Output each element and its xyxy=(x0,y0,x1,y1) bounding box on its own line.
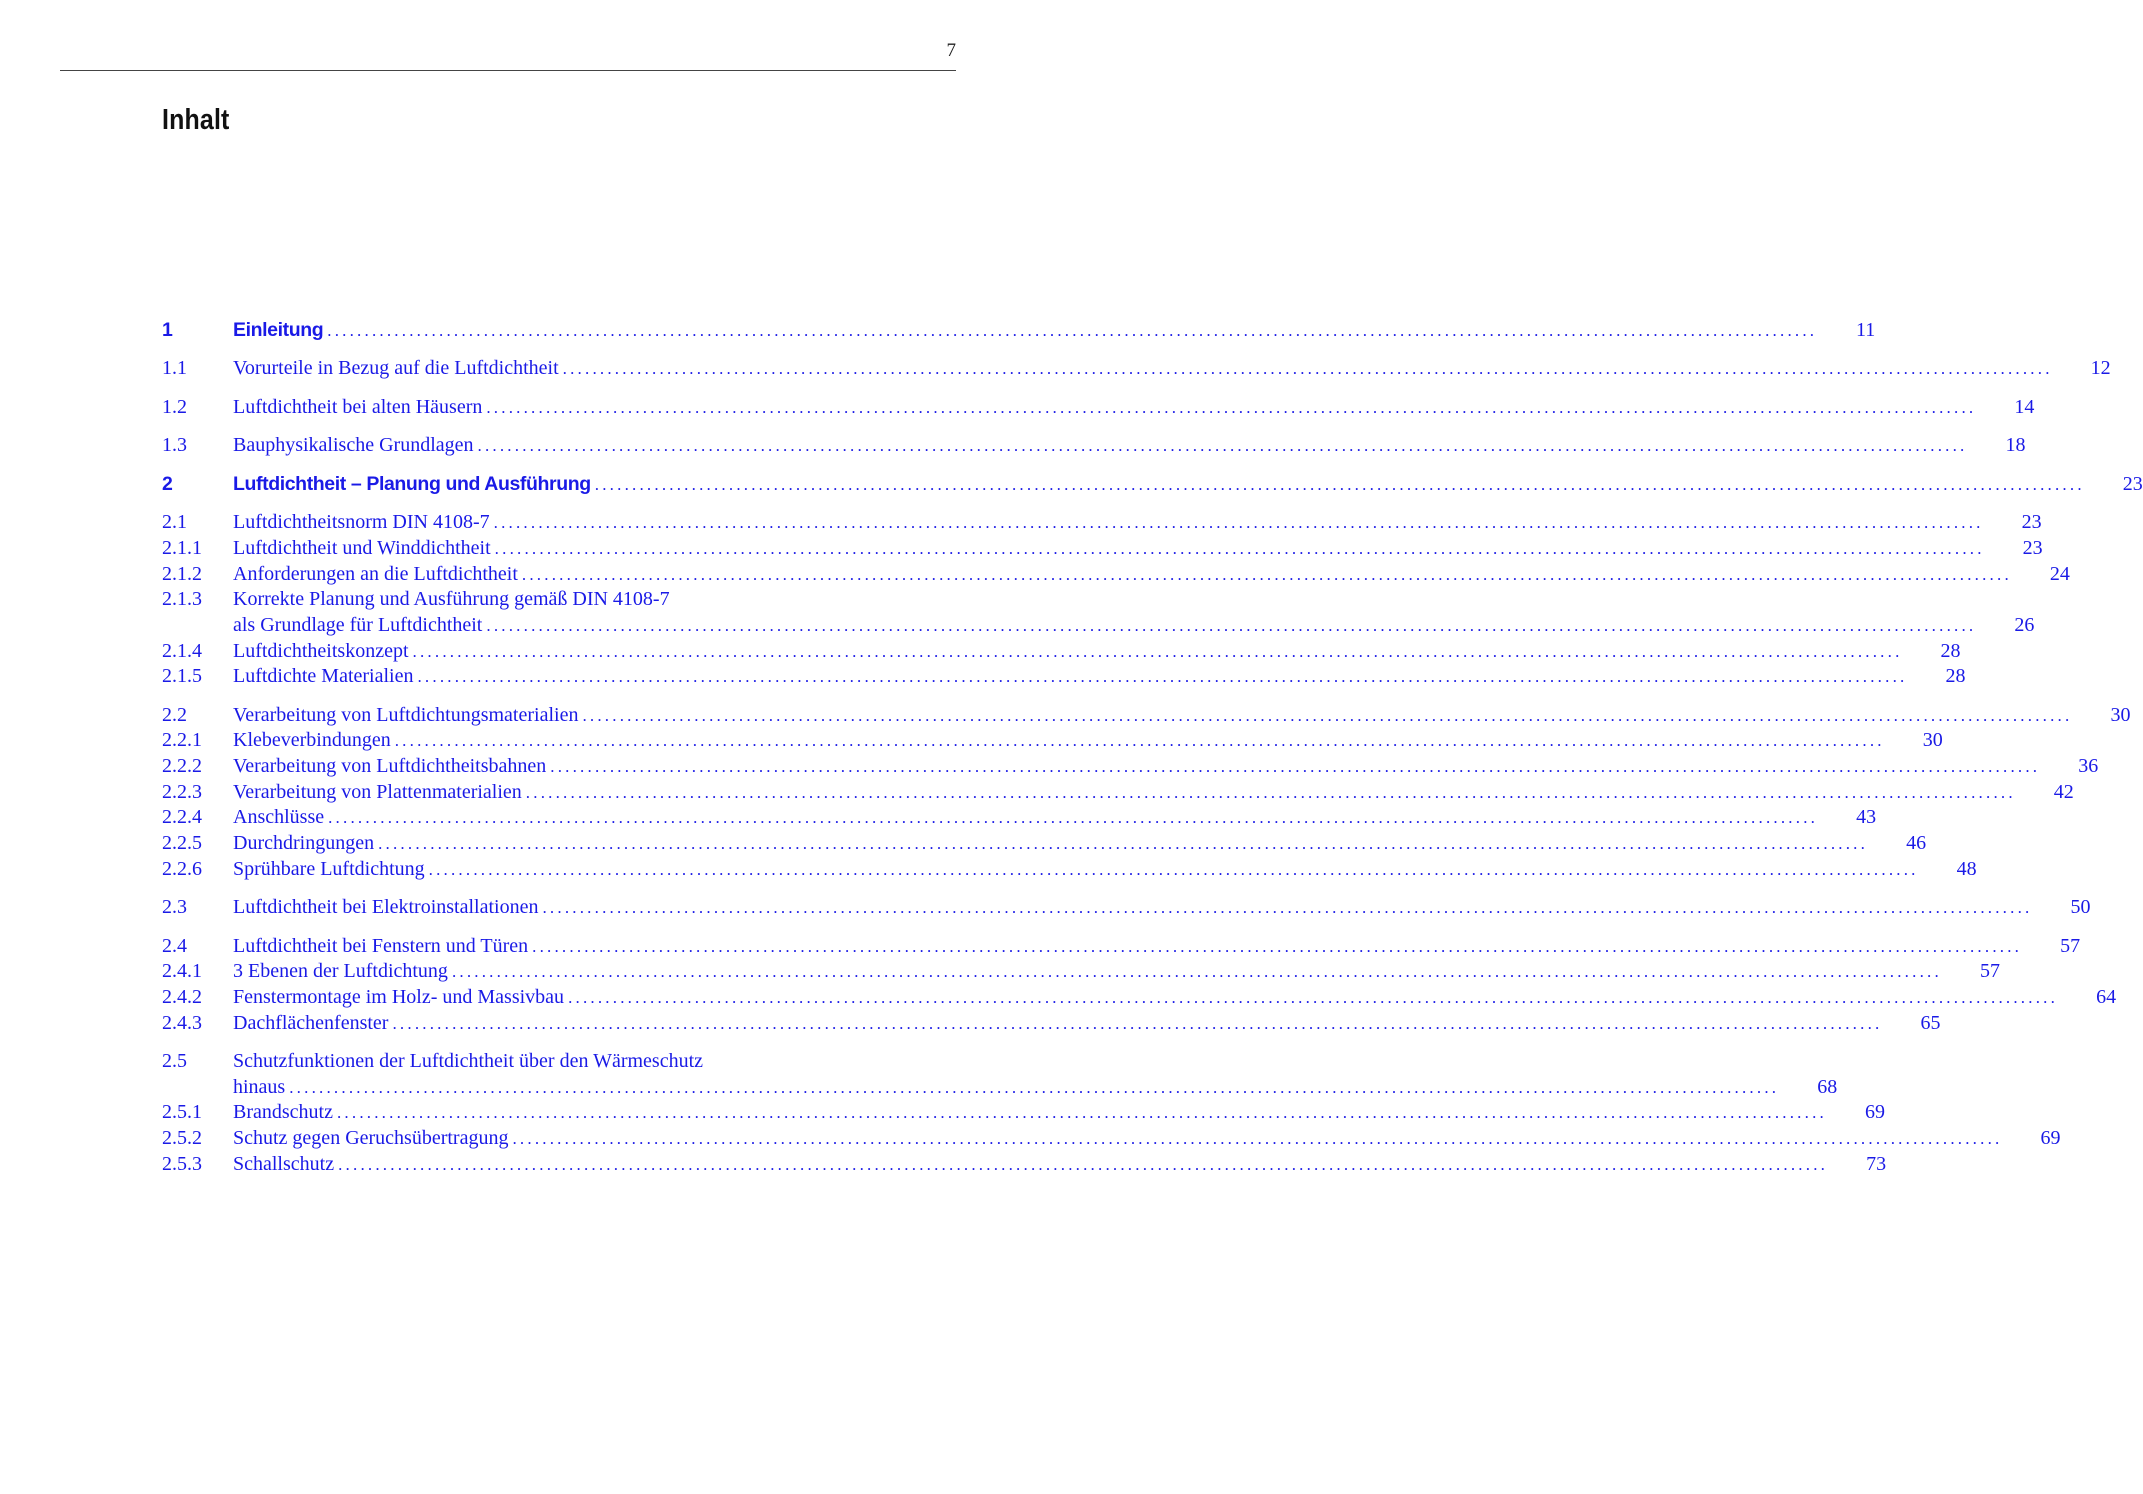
toc-entry-title[interactable]: Schutz gegen Geruchsübertragung xyxy=(233,1127,509,1150)
toc-entry-number: 1.1 xyxy=(162,357,187,380)
toc-entry[interactable] xyxy=(162,587,854,613)
toc-entry[interactable] xyxy=(162,780,2074,806)
toc-dot-leader: ........................................................................................................................................................................................................ xyxy=(525,782,2016,802)
toc-entry[interactable] xyxy=(162,805,1877,831)
toc-entry-page[interactable]: 30 xyxy=(1922,729,1943,752)
toc-entry-title[interactable]: hinaus xyxy=(233,1075,286,1098)
toc-entry[interactable] xyxy=(162,703,2131,729)
toc-entry[interactable] xyxy=(162,934,2081,960)
toc-entry-title[interactable]: Sprühbare Luftdichtung xyxy=(233,857,425,880)
toc-entry[interactable] xyxy=(162,1011,1941,1037)
toc-entry-title[interactable]: Luftdichtheit und Winddichtheit xyxy=(233,536,491,559)
toc-entry[interactable] xyxy=(162,1049,854,1075)
toc-entry-title[interactable]: Luftdichtheitskonzept xyxy=(233,639,409,662)
toc-entry-page[interactable]: 28 xyxy=(1940,639,1961,662)
toc-entry-title[interactable]: Luftdichtheit – Planung und Ausführung xyxy=(233,472,591,495)
toc-entry-title[interactable]: Vorurteile in Bezug auf die Luftdichtheit xyxy=(233,357,559,380)
toc-entry-number: 2 xyxy=(162,472,173,495)
toc-entry-title[interactable]: Verarbeitung von Luftdichtungsmaterialien xyxy=(233,703,579,726)
toc-entry-number: 2.5 xyxy=(162,1050,187,1072)
toc-entry-page[interactable]: 43 xyxy=(1856,806,1877,829)
toc-entry-page[interactable]: 28 xyxy=(1945,665,1966,688)
toc-entry-title[interactable]: als Grundlage für Luftdichtheit xyxy=(233,613,483,636)
toc-dot-leader: ........................................................................................................................................................................................................ xyxy=(486,615,1977,635)
toc-entry-page[interactable]: 24 xyxy=(2049,562,2070,585)
toc-entry-number: 2.2.1 xyxy=(162,729,202,752)
toc-entry-number: 2.1.5 xyxy=(162,665,202,688)
toc-dot-leader: ........................................................................................................................................................................................................ xyxy=(289,1077,1780,1097)
toc-entry-page[interactable]: 26 xyxy=(2014,613,2035,636)
toc-entry-number: 2.2.6 xyxy=(162,857,202,880)
toc-entry-page[interactable]: 18 xyxy=(2005,434,2026,457)
toc-entry-page[interactable]: 14 xyxy=(2014,395,2035,418)
toc-entry[interactable] xyxy=(162,754,2099,780)
header-rule xyxy=(60,70,956,71)
toc-dot-leader: ........................................................................................................................................................................................................ xyxy=(532,936,2023,956)
toc-entry-page[interactable]: 12 xyxy=(2090,357,2111,380)
toc-entry-page[interactable]: 36 xyxy=(2078,755,2099,778)
toc-entry-page[interactable]: 23 xyxy=(2022,536,2043,559)
toc-entry-number: 2.4.3 xyxy=(162,1011,202,1034)
toc-entry-number: 2.1 xyxy=(162,511,187,534)
toc-dot-leader: ........................................................................................................................................................................................................ xyxy=(394,731,1885,751)
toc-entry-page[interactable]: 69 xyxy=(2040,1127,2061,1150)
toc-entry-number: 2.4 xyxy=(162,934,187,957)
toc-entry[interactable] xyxy=(162,895,2091,921)
toc-entry-title[interactable]: Luftdichtheit bei Elektroinstallationen xyxy=(233,896,539,919)
toc-dot-leader: ........................................................................................................................................................................................................ xyxy=(327,321,1818,340)
toc-entry[interactable] xyxy=(162,510,2042,536)
toc-entry-page[interactable]: 57 xyxy=(1979,960,2000,983)
toc-dot-leader: ........................................................................................................................................................................................................ xyxy=(417,667,1908,687)
toc-entry[interactable] xyxy=(162,1075,1838,1101)
toc-entry-number: 2.1.4 xyxy=(162,639,202,662)
toc-entry[interactable] xyxy=(162,985,2117,1011)
toc-entry-page[interactable]: 11 xyxy=(1855,319,1876,341)
toc-entry-title[interactable]: Brandschutz xyxy=(233,1101,333,1124)
toc-entry-page[interactable]: 64 xyxy=(2096,985,2117,1008)
toc-dot-leader: ........................................................................................................................................................................................................ xyxy=(378,834,1869,854)
toc-entry-title[interactable]: Einleitung xyxy=(233,319,324,341)
toc-entry[interactable] xyxy=(162,536,2043,562)
toc-entry-page[interactable]: 48 xyxy=(1956,857,1977,880)
toc-dot-leader: ........................................................................................................................................................................................................ xyxy=(328,808,1819,828)
toc-dot-leader: ........................................................................................................................................................................................................ xyxy=(338,1154,1829,1174)
toc-entry-title[interactable]: Schallschutz xyxy=(233,1152,335,1175)
page-number: 7 xyxy=(946,40,956,61)
toc-entry-page[interactable]: 73 xyxy=(1866,1152,1887,1175)
toc-entry-number: 2.1.3 xyxy=(162,588,202,611)
toc-entry[interactable] xyxy=(162,433,2026,459)
toc-entry-number: 1 xyxy=(162,319,173,341)
toc-dot-leader: ........................................................................................................................................................................................................ xyxy=(486,397,1977,417)
toc-entry-title[interactable]: Korrekte Planung und Ausführung gemäß DIN 4108-7 xyxy=(233,588,670,611)
toc-entry-title[interactable]: Luftdichtheitsnorm DIN 4108-7 xyxy=(233,511,490,534)
toc-dot-leader: ........................................................................................................................................................................................................ xyxy=(428,859,1919,879)
toc-entry[interactable] xyxy=(162,395,2035,421)
toc-entry-number: 2.5.2 xyxy=(162,1127,202,1150)
toc-entry-title[interactable]: Verarbeitung von Plattenmaterialien xyxy=(233,780,522,803)
toc-entry-page[interactable]: 65 xyxy=(1920,1011,1941,1034)
toc-entry-page[interactable]: 50 xyxy=(2070,896,2091,919)
toc-entry-title[interactable]: Klebeverbindungen xyxy=(233,729,391,752)
toc-entry-number: 1.2 xyxy=(162,395,187,418)
toc-chapter-entry[interactable] xyxy=(162,472,2143,498)
toc-chapter-entry[interactable] xyxy=(162,318,1876,344)
toc-entry[interactable] xyxy=(162,562,2070,588)
table-of-contents xyxy=(162,318,2143,1177)
toc-entry[interactable] xyxy=(162,959,2000,985)
toc-entry-number: 2.2.2 xyxy=(162,755,202,778)
toc-entry-number: 2.2.3 xyxy=(162,780,202,803)
toc-dot-leader: ........................................................................................................................................................................................................ xyxy=(392,1013,1883,1033)
toc-entry-title[interactable]: Anforderungen an die Luftdichtheit xyxy=(233,562,518,585)
toc-entry-title[interactable]: Verarbeitung von Luftdichtheitsbahnen xyxy=(233,755,547,778)
toc-entry-title[interactable]: 3 Ebenen der Luftdichtung xyxy=(233,960,448,983)
toc-entry-title[interactable]: Luftdichte Materialien xyxy=(233,665,414,688)
toc-entry-title[interactable]: Luftdichtheit bei Fenstern und Türen xyxy=(233,934,529,957)
toc-entry-title[interactable]: Schutzfunktionen der Luftdichtheit über den Wärmeschutz xyxy=(233,1050,704,1072)
toc-dot-leader: ........................................................................................................................................................................................................ xyxy=(568,987,2059,1007)
toc-entry-page[interactable]: 69 xyxy=(1864,1101,1885,1124)
toc-entry[interactable] xyxy=(162,1100,1885,1126)
toc-entry-page[interactable]: 57 xyxy=(2060,934,2081,957)
toc-entry-number: 2.3 xyxy=(162,896,187,919)
toc-entry-number: 2.4.2 xyxy=(162,985,202,1008)
toc-dot-leader: ........................................................................................................................................................................................................ xyxy=(512,1129,2003,1149)
toc-entry-number: 1.3 xyxy=(162,434,187,457)
toc-entry-number: 2.2 xyxy=(162,703,187,726)
toc-entry[interactable] xyxy=(162,664,1966,690)
toc-entry[interactable] xyxy=(162,356,2111,382)
page-title: Inhalt xyxy=(162,104,230,136)
toc-entry[interactable] xyxy=(162,857,1977,883)
toc-dot-leader: ........................................................................................................................................................................................................ xyxy=(582,705,2073,725)
toc-entry[interactable] xyxy=(162,639,1961,665)
toc-dot-leader: ........................................................................................................................................................................................................ xyxy=(477,436,1968,456)
toc-entry-title[interactable]: Dachflächenfenster xyxy=(233,1011,389,1034)
toc-entry[interactable] xyxy=(162,1152,1887,1178)
toc-entry-number: 2.1.2 xyxy=(162,562,202,585)
toc-entry[interactable] xyxy=(162,613,2035,639)
toc-dot-leader: ........................................................................................................................................................................................................ xyxy=(594,474,2085,494)
toc-entry-number: 2.4.1 xyxy=(162,960,202,983)
toc-entry-page[interactable]: 30 xyxy=(2110,703,2131,726)
toc-entry-title[interactable]: Bauphysikalische Grundlagen xyxy=(233,434,474,457)
toc-dot-leader: ........................................................................................................................................................................................................ xyxy=(550,757,2041,777)
toc-entry-page[interactable]: 68 xyxy=(1817,1075,1838,1098)
toc-entry[interactable] xyxy=(162,831,1927,857)
toc-dot-leader: ........................................................................................................................................................................................................ xyxy=(521,564,2012,584)
toc-entry-number: 2.5.3 xyxy=(162,1152,202,1175)
toc-entry-title[interactable]: Durchdringungen xyxy=(233,832,375,855)
toc-entry-title[interactable]: Luftdichtheit bei alten Häusern xyxy=(233,395,483,418)
toc-entry-title[interactable]: Anschlüsse xyxy=(233,806,325,829)
toc-entry-page[interactable]: 23 xyxy=(2021,511,2042,534)
toc-entry[interactable] xyxy=(162,728,1943,754)
toc-entry-number: 2.1.1 xyxy=(162,536,202,559)
toc-entry-page[interactable]: 23 xyxy=(2122,472,2143,495)
toc-entry-number: 2.5.1 xyxy=(162,1101,202,1124)
toc-entry-title[interactable]: Fenstermontage im Holz- und Massivbau xyxy=(233,985,565,1008)
toc-dot-leader: ........................................................................................................................................................................................................ xyxy=(412,641,1903,661)
toc-dot-leader: ........................................................................................................................................................................................................ xyxy=(451,962,1942,982)
toc-entry-page[interactable]: 46 xyxy=(1906,832,1927,855)
toc-entry-number: 2.2.5 xyxy=(162,832,202,855)
toc-entry-page[interactable]: 42 xyxy=(2053,780,2074,803)
toc-dot-leader: ........................................................................................................................................................................................................ xyxy=(542,898,2033,918)
toc-dot-leader: ........................................................................................................................................................................................................ xyxy=(562,359,2053,379)
toc-dot-leader: ........................................................................................................................................................................................................ xyxy=(336,1103,1827,1123)
toc-dot-leader: ........................................................................................................................................................................................................ xyxy=(493,513,1984,533)
toc-entry[interactable] xyxy=(162,1126,2061,1152)
toc-dot-leader: ........................................................................................................................................................................................................ xyxy=(494,538,1985,558)
toc-entry-number: 2.2.4 xyxy=(162,806,202,829)
